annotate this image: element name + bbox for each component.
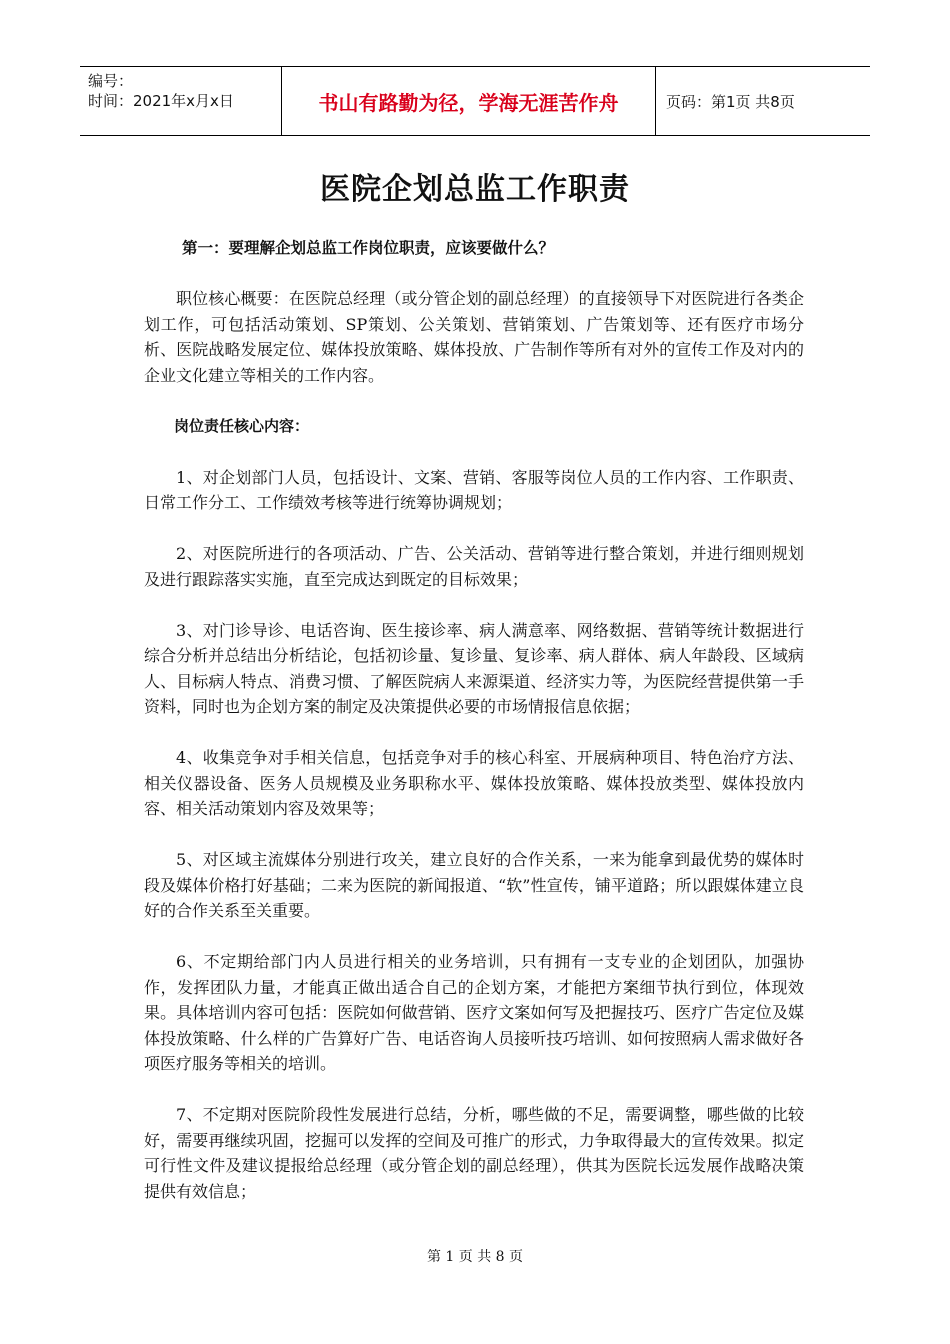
duty-item-4: 4、收集竞争对手相关信息，包括竞争对手的核心科室、开展病种项目、特色治疗方法、相关仪器设备、医务人员规模及业务职称水平、媒体投放策略、媒体投放类型、媒体投放内容、相关活动策划内容及效果等； bbox=[144, 748, 804, 818]
document-body bbox=[144, 286, 804, 1230]
number-label: 编号： bbox=[88, 72, 134, 90]
core-content-heading: 岗位责任核心内容： bbox=[174, 416, 310, 435]
section-heading: 第一：要理解企划总监工作岗位职责，应该要做什么？ bbox=[182, 239, 555, 257]
page-info-text: 页码：第1页 共8页 bbox=[666, 92, 795, 111]
duty-item-3: 3、对门诊导诊、电话咨询、医生接诊率、病人满意率、网络数据、营销等统计数据进行综合分析并总结出分析结论，包括初诊量、复诊量、复诊率、病人群体、病人年龄段、区域病人、目标病人特点、消费习惯、了解医院病人来源渠道、经济实力等，为医院经营提供第一手资料，同时也为企划方案的制定及决策提供必要的市场情报信息依据； bbox=[144, 620, 804, 716]
document-title: 医院企划总监工作职责 bbox=[320, 172, 630, 207]
time-label: 时间：2021年x月x日 bbox=[88, 92, 234, 110]
duty-item-7: 7、不定期对医院阶段性发展进行总结，分析，哪些做的不足，需要调整，哪些做的比较好，需要再继续巩固，挖掘可以发挥的空间及可推广的形式，力争取得最大的宣传效果。拟定可行性文件及建议提报给总经理（或分管企划的副总经理），供其为医院长远发展作战略决策提供有效信息； bbox=[144, 1105, 804, 1201]
motto-cell bbox=[282, 67, 656, 135]
duty-item-1: 1、对企划部门人员，包括设计、文案、营销、客服等岗位人员的工作内容、工作职责、日常工作分工、工作绩效考核等进行统筹协调规划； bbox=[144, 467, 804, 512]
duty-item-5: 5、对区域主流媒体分别进行攻关，建立良好的合作关系，一来为能拿到最优势的媒体时段及媒体价格打好基础；二来为医院的新闻报道、“软”性宣传，铺平道路；所以跟媒体建立良好的合作关系至关重要。 bbox=[144, 850, 804, 920]
duty-item-2: 2、对医院所进行的各项活动、广告、公关活动、营销等进行整合策划，并进行细则规划及进行跟踪落实实施，直至完成达到既定的目标效果； bbox=[144, 544, 804, 589]
header-meta-cell bbox=[80, 67, 282, 135]
header-table bbox=[80, 66, 870, 136]
page-info-cell bbox=[656, 67, 870, 135]
overview-paragraph: 职位核心概要：在医院总经理（或分管企划的副总经理）的直接领导下对医院进行各类企划工作，可包括活动策划、SP策划、公关策划、营销策划、广告策划等、还有医疗市场分析、医院战略发展定位、媒体投放策略、媒体投放、广告制作等所有对外的宣传工作及对内的企业文化建立等相关的工作内容。 bbox=[144, 289, 804, 385]
page-footer: 第 1 页 共 8 页 bbox=[426, 1249, 524, 1265]
duty-item-6: 6、不定期给部门内人员进行相关的业务培训，只有拥有一支专业的企划团队，加强协作，发挥团队力量，才能真正做出适合自己的企划方案，才能把方案细节执行到位，体现效果。具体培训内容可包括：医院如何做营销、医疗文案如何写及把握技巧、医疗广告定位及媒体投放策略、什么样的广告算好广告、电话咨询人员接听技巧培训、如何按照病人需求做好各项医疗服务等相关的培训。 bbox=[144, 952, 804, 1073]
motto-text: 书山有路勤为径，学海无涯苦作舟 bbox=[318, 90, 619, 115]
